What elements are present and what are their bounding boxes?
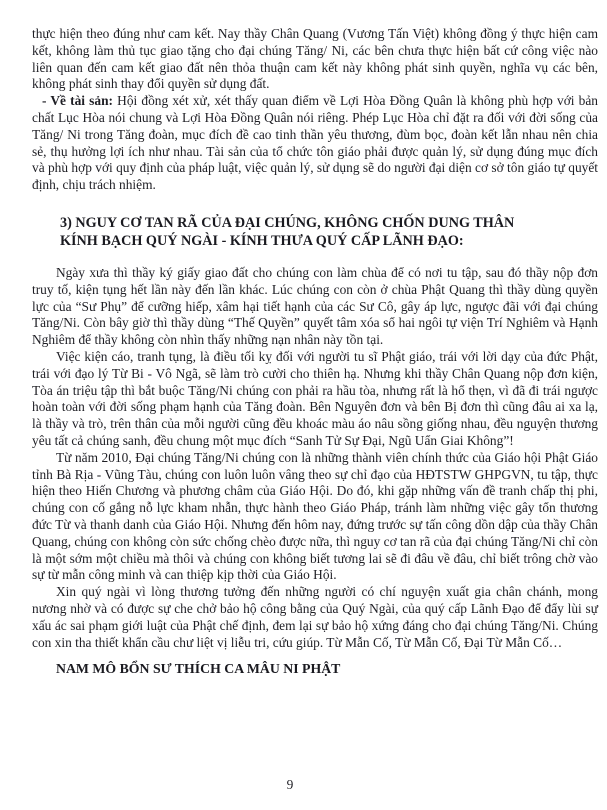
section-heading (60, 214, 598, 250)
section-heading-line2: KÍNH BẠCH QUÝ NGÀI - KÍNH THƯA QUÝ CẤP LÃNH ĐẠO: (60, 232, 464, 249)
paragraph-assets-body: Hội đồng xét xử, xét thấy quan điểm về Lợi Hòa Đồng Quân là không phù hợp với bản chất Lục Hòa nói chung và Lợi Hòa Đồng Quân nói riêng. Phép Lục Hòa chỉ đặt ra đối với đời sống của Tăng/ Ni trong Tăng đoàn, mục đích đề cao tinh thần yêu thương, đùm bọc, đoàn kết lẫn nhau nên chia sẻ, thụ hưởng lợi ích như nhau. Tài sản của tổ chức tôn giáo phải được quản lý, sử dụng đúng mục đích và phù hợp với quy định của pháp luật, việc quản lý, sử dụng sẽ do người đại diện cơ sở tôn giáo tự quyết định, chịu trách nhiệm. (32, 93, 598, 193)
paragraph-appeal: Xin quý ngài vì lòng thương tưởng đến những người có chí nguyện xuất gia chân chánh, mong nương nhờ và có được sự che chở bảo hộ công bằng của Quý Ngài, của quý cấp Lãnh Đạo để đẩy lùi sự xấu ác sai phạm giới luật của Phật chế định, đem lại sự bảo hộ xứng đáng cho đại chúng Tăng/Ni. Chúng con xin tha thiết khẩn cầu chư liệt vị liễu tri, cứu giúp. Từ Mẫn Cố, Từ Mẫn Cố, Đại Từ Mẫn Cố… (32, 584, 598, 650)
page-number: 9 (286, 777, 294, 792)
paragraph-assets (32, 93, 598, 194)
closing-homage-line: NAM MÔ BỔN SƯ THÍCH CA MÂU NI PHẬT (56, 661, 341, 677)
paragraph-history: Ngày xưa thì thầy ký giấy giao đất cho chúng con làm chùa để có nơi tu tập, sau đó thầy nộp đơn truy tố, kiện tụng hết lần này đến lần khác. Lúc chúng con còn ở chùa Phật Quang thì thầy dùng quyền lực của “Sư Phụ” để cưỡng hiếp, xâm hại tiết hạnh của các Sư Cô, gây áp lực, ngược đãi với đại chúng Tăng/Ni. Còn bây giờ thì thầy dùng “Thế Quyền” quyết tâm xóa sổ hai ngôi tự viện Trí Nghiêm và Hạnh Nghiêm để thầy không còn nhìn thấy những nạn nhân này tồn tại. (32, 264, 598, 348)
section-heading-line1: 3) NGUY CƠ TAN RÃ CỦA ĐẠI CHÚNG, KHÔNG CHỐN DUNG THÂN (60, 214, 515, 231)
paragraph-litigation: Việc kiện cáo, tranh tụng, là điều tối kỵ đối với người tu sĩ Phật giáo, trái với lời dạy của đức Phật, trái với đạo lý Từ Bi - Vô Ngã, sẽ làm trò cười cho thiên hạ. Nhưng khi thầy Chân Quang nộp đơn kiện, Tòa án triệu tập thì bắt buộc Tăng/Ni chúng con phải ra hầu tòa, nhưng rất là hổ thẹn, vì đã đi trái ngược hoàn toàn với đời sống phạm hạnh của Tăng đoàn. Bên Nguyên đơn và bên Bị đơn thì cũng đâu ai xa lạ, là thầy và trò, trên thân của mỗi người cũng đều khoác màu áo nâu sồng giống nhau, đều nguyện thương yêu tất cả chúng sanh, đều chung một mục đích “Sanh Tử Sự Đại, Ngũ Uẩn Giai Không”! (32, 348, 598, 448)
document-content (32, 26, 598, 677)
paragraph-membership: Từ năm 2010, Đại chúng Tăng/Ni chúng con là những thành viên chính thức của Giáo hội Phật Giáo tỉnh Bà Rịa - Vũng Tàu, chúng con luôn luôn vâng theo sự chỉ đạo của HĐTSTW GHPGVN, tu tập, thực hiện theo Hiến Chương và phương châm của Giáo Hội. Do đó, khi gặp những vấn đề tranh chấp thị phi, chúng con cố gắng nỗ lực kham nhẫn, thực hành theo Giáo Pháp, tránh làm những việc gây tổn thương đức Từ và thanh danh của Giáo Hội. Nhưng đến hôm nay, đứng trước sự tấn công dồn dập của thầy Chân Quang, chúng con không còn sức chống chèo được nữa, thì nguy cơ tan rã của đại chúng Tăng/Ni chỉ còn là một sớm một chiều mà thôi và chúng con không biết tương lai sẽ đi đâu về đâu, chỉ biết trông chờ vào sự từ mẫn công minh và can thiệp kịp thời của Giáo Hội. (32, 449, 598, 583)
paragraph-commitment-continuation: thực hiện theo đúng như cam kết. Nay thầy Chân Quang (Vương Tấn Việt) không đồng ý thực hiện cam kết, không làm thủ tục giao tặng cho đại chúng Tăng/ Ni, các bên chưa thực hiện bất cứ công việc nào liên quan đến cam kết giao đất nên thỏa thuận cam kết này không phát sinh quyền, nghĩa vụ các bên, không phát sinh thay đổi quyền sử dụng đất. (32, 26, 598, 92)
paragraph-assets-lead-bold: - Về tài sản: (42, 93, 113, 109)
